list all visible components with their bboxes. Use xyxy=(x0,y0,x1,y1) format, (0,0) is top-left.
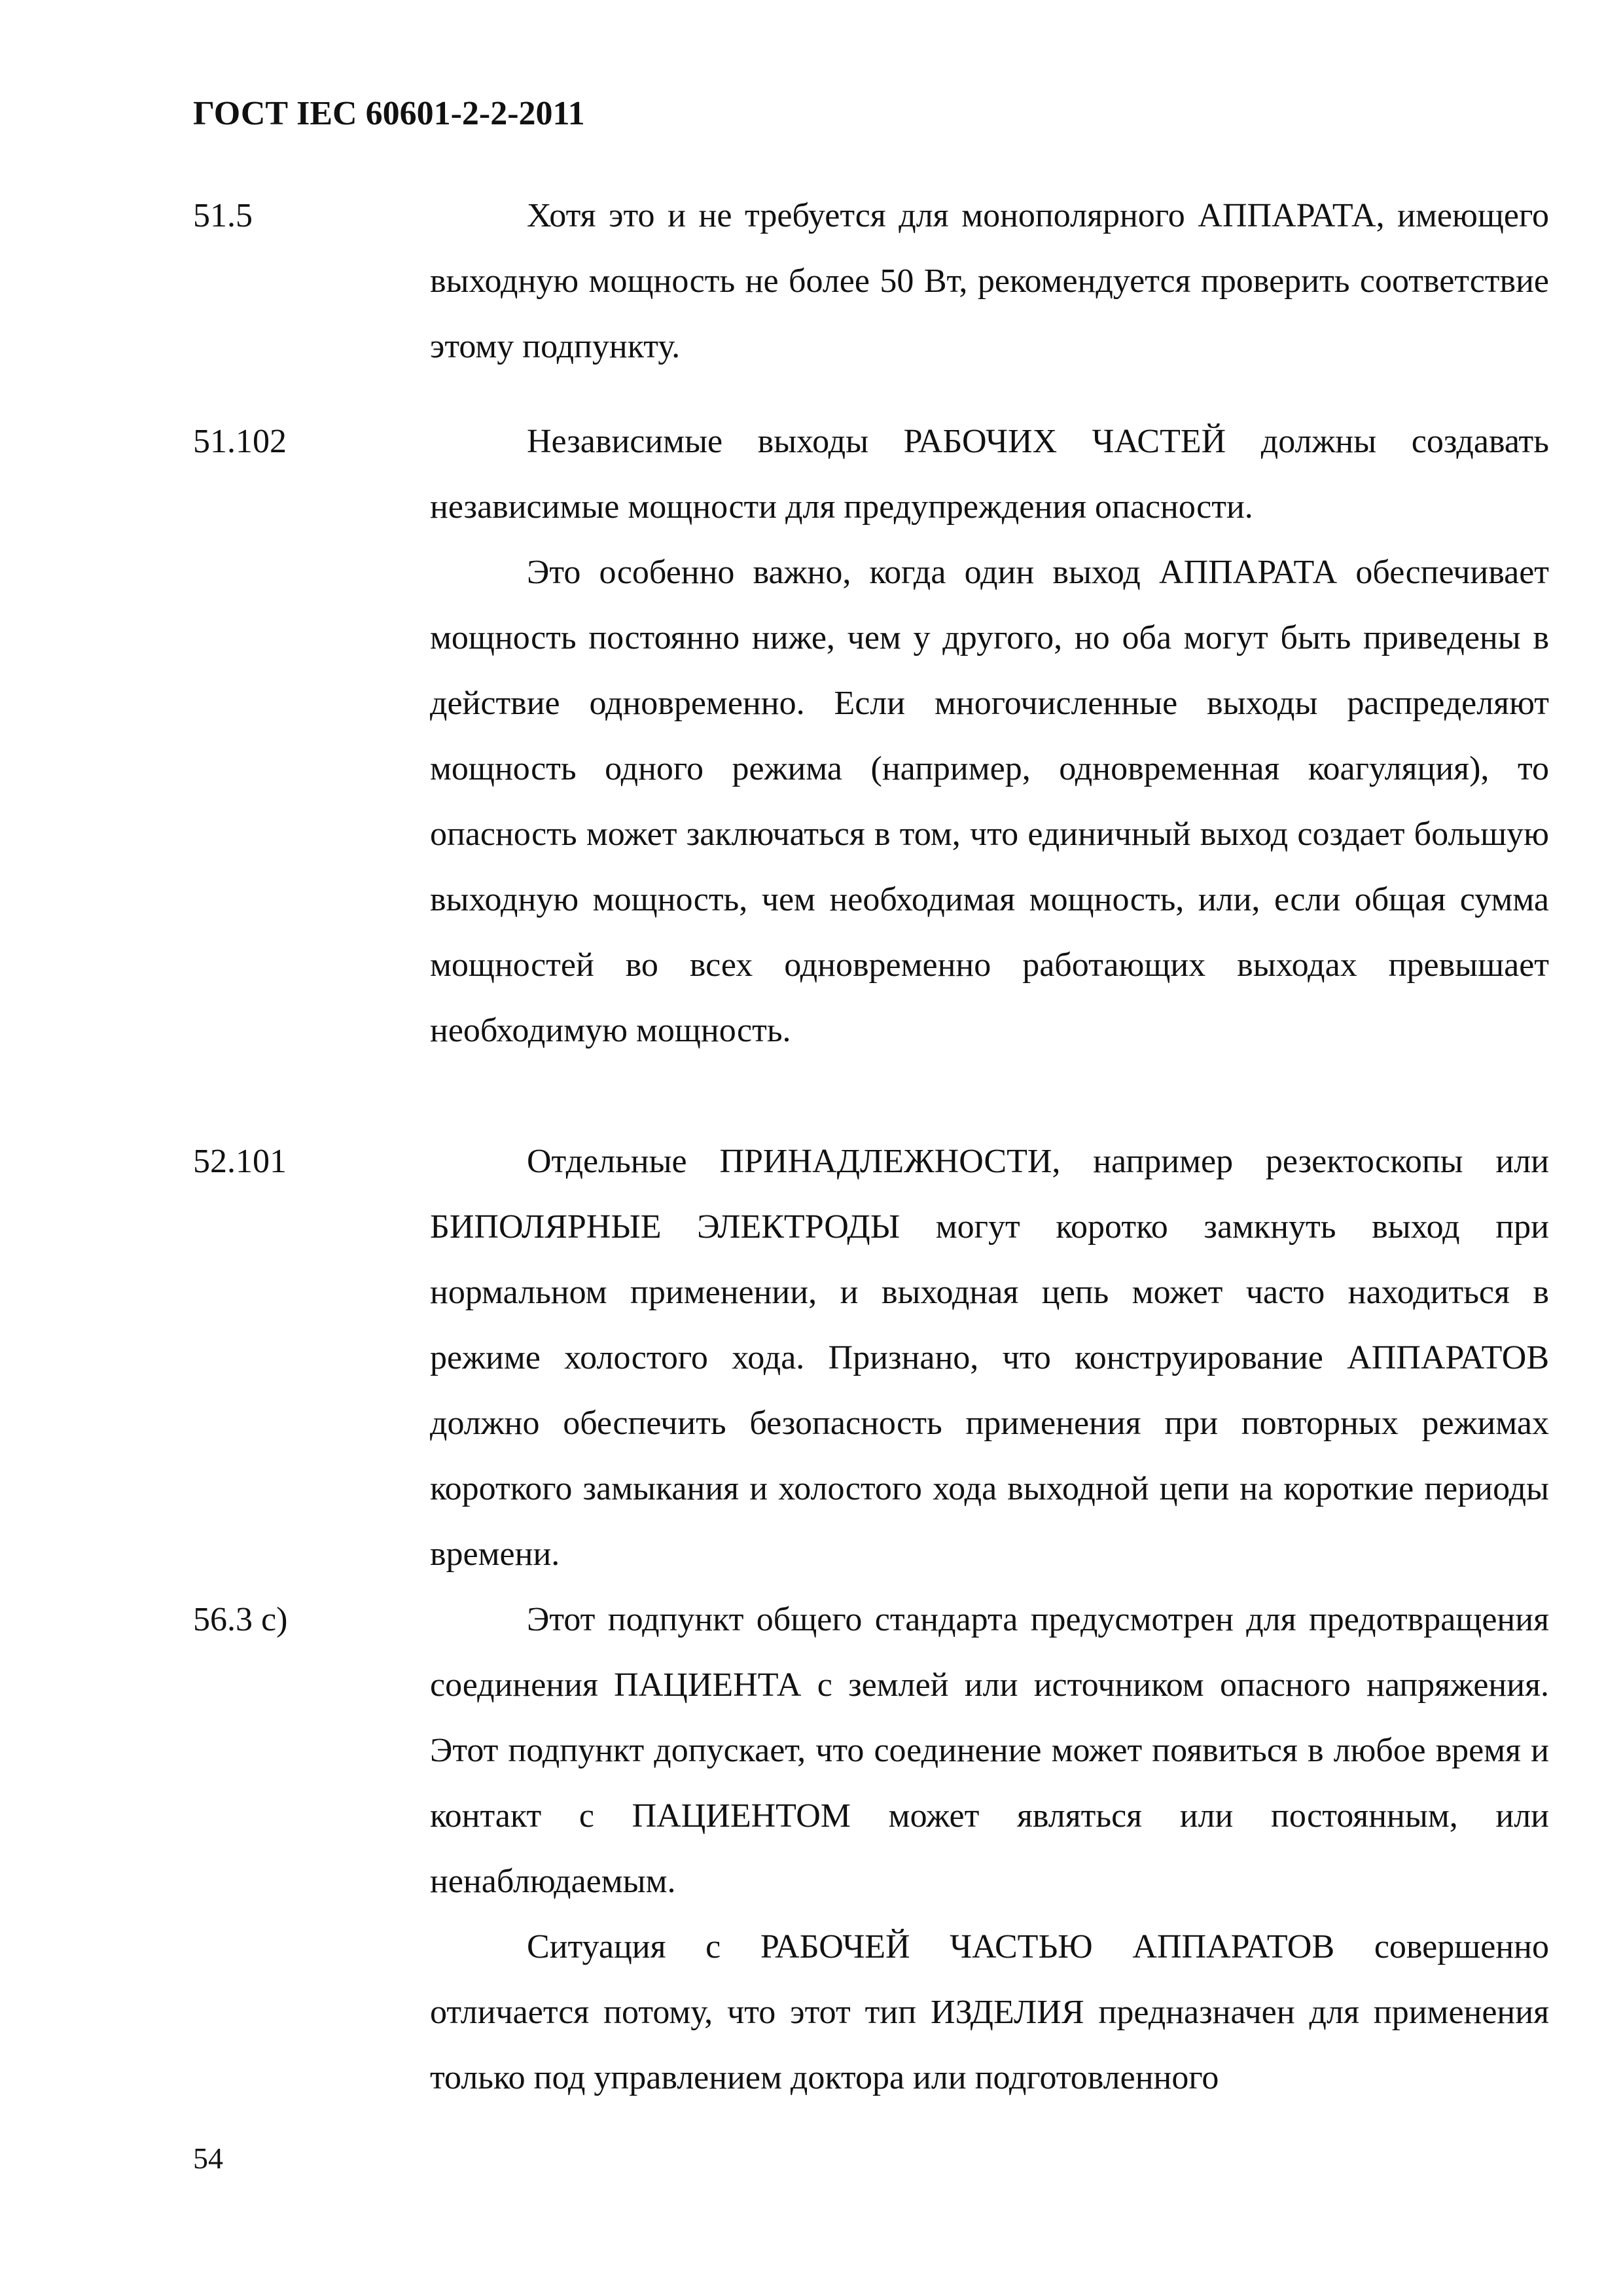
clause-paragraph: Этот подпункт общего стандарта предусмотрен для предотвращения соединения ПАЦИЕНТА с землей или источником опасного напряжения. Этот подпункт допускает, что соединение может появиться в любое время и контакт с ПАЦИЕНТОМ может являться или постоянным, или ненаблюдаемым. xyxy=(430,1601,1549,1900)
clause-body xyxy=(430,183,1549,380)
clause-paragraph: Независимые выходы РАБОЧИХ ЧАСТЕЙ должны создавать независимые мощности для предупреждения опасности. xyxy=(430,423,1549,526)
document-header-title: ГОСТ IEC 60601-2-2-2011 xyxy=(193,95,585,132)
clause-body xyxy=(430,409,1549,1064)
clause-number: 56.3 с) xyxy=(193,1601,288,1638)
clause-number: 51.5 xyxy=(193,197,253,234)
clause-number: 52.101 xyxy=(193,1143,287,1180)
clause-paragraph: Отдельные ПРИНАДЛЕЖНОСТИ, например резектоскопы или БИПОЛЯРНЫЕ ЭЛЕКТРОДЫ могут коротко замкнуть выход при нормальном применении, и выходная цепь может часто находиться в режиме холостого хода. Признано, что конструирование АППАРАТОВ должно обеспечить безопасность применения при повторных режимах короткого замыкания и холостого хода выходной цепи на короткие периоды времени. xyxy=(430,1143,1549,1573)
clause-body xyxy=(430,1587,1549,2111)
clause-body xyxy=(430,1129,1549,1587)
clause-number: 51.102 xyxy=(193,423,287,460)
clause-paragraph: Ситуация с РАБОЧЕЙ ЧАСТЬЮ АППАРАТОВ совершенно отличается потому, что этот тип ИЗДЕЛИЯ предназначен для применения только под управлением доктора или подготовленного xyxy=(430,1928,1549,2096)
page-number: 54 xyxy=(193,2142,223,2175)
clause-paragraph: Хотя это и не требуется для монополярного АППАРАТА, имеющего выходную мощность не более 50 Вт, рекомендуется проверить соответствие этому подпункту. xyxy=(430,197,1549,365)
clause-paragraph: Это особенно важно, когда один выход АППАРАТА обеспечивает мощность постоянно ниже, чем у другого, но оба могут быть приведены в действие одновременно. Если многочисленные выходы распределяют мощность одного режима (например, одновременная коагуляция), то опасность может заключаться в том, что единичный выход создает большую выходную мощность, чем необходимая мощность, или, если общая сумма мощностей во всех одновременно работающих выходах превышает необходимую мощность. xyxy=(430,554,1549,1049)
